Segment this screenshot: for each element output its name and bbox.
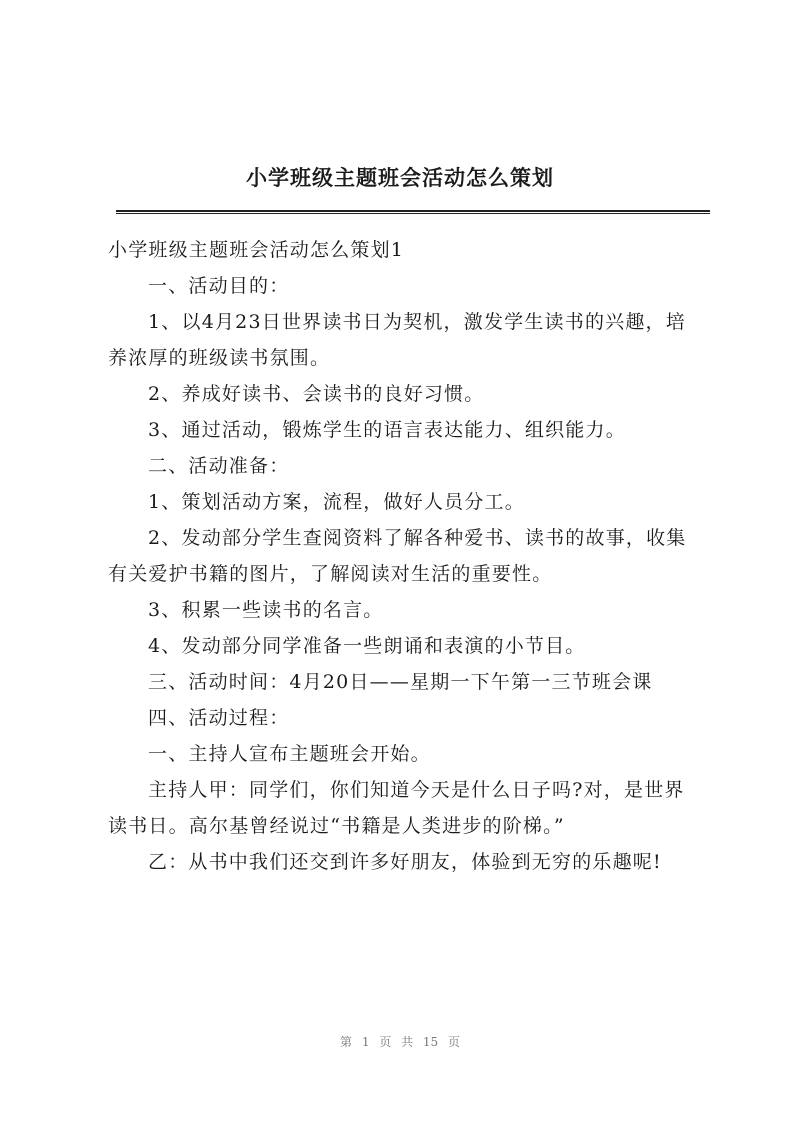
paragraph: 乙：从书中我们还交到许多好朋友，体验到无穷的乐趣呢! <box>148 851 662 873</box>
document-body <box>108 232 698 880</box>
paragraph: 1、以4月23日世界读书日为契机，激发学生读书的兴趣，培养浓厚的班级读书氛围。 <box>108 311 686 369</box>
paragraph: 四、活动过程： <box>148 707 290 729</box>
paragraph: 一、活动目的： <box>148 275 290 297</box>
paragraph: 1、策划活动方案，流程，做好人员分工。 <box>148 491 525 513</box>
page-number: 第 1 页 共 15 页 <box>340 1035 460 1049</box>
title-divider <box>116 210 710 214</box>
paragraph: 3、积累一些读书的名言。 <box>148 599 384 621</box>
paragraph: 3、通过活动，锻炼学生的语言表达能力、组织能力。 <box>148 419 626 441</box>
paragraph: 主持人甲：同学们，你们知道今天是什么日子吗?对，是世界读书日。高尔基曾经说过“书籍是人类进步的阶梯。” <box>108 779 685 837</box>
paragraph: 2、养成好读书、会读书的良好习惯。 <box>148 383 485 405</box>
page-title: 小学班级主题班会活动怎么策划 <box>246 165 554 190</box>
paragraph: 小学班级主题班会活动怎么策划1 <box>108 239 405 261</box>
paragraph: 二、活动准备： <box>148 455 290 477</box>
paragraph: 2、发动部分学生查阅资料了解各种爱书、读书的故事，收集有关爱护书籍的图片，了解阅读对生活的重要性。 <box>108 527 687 585</box>
paragraph: 4、发动部分同学准备一些朗诵和表演的小节目。 <box>148 635 586 657</box>
paragraph: 三、活动时间：4月20日——星期一下午第一三节班会课 <box>148 671 653 693</box>
paragraph: 一、主持人宣布主题班会开始。 <box>148 743 431 765</box>
